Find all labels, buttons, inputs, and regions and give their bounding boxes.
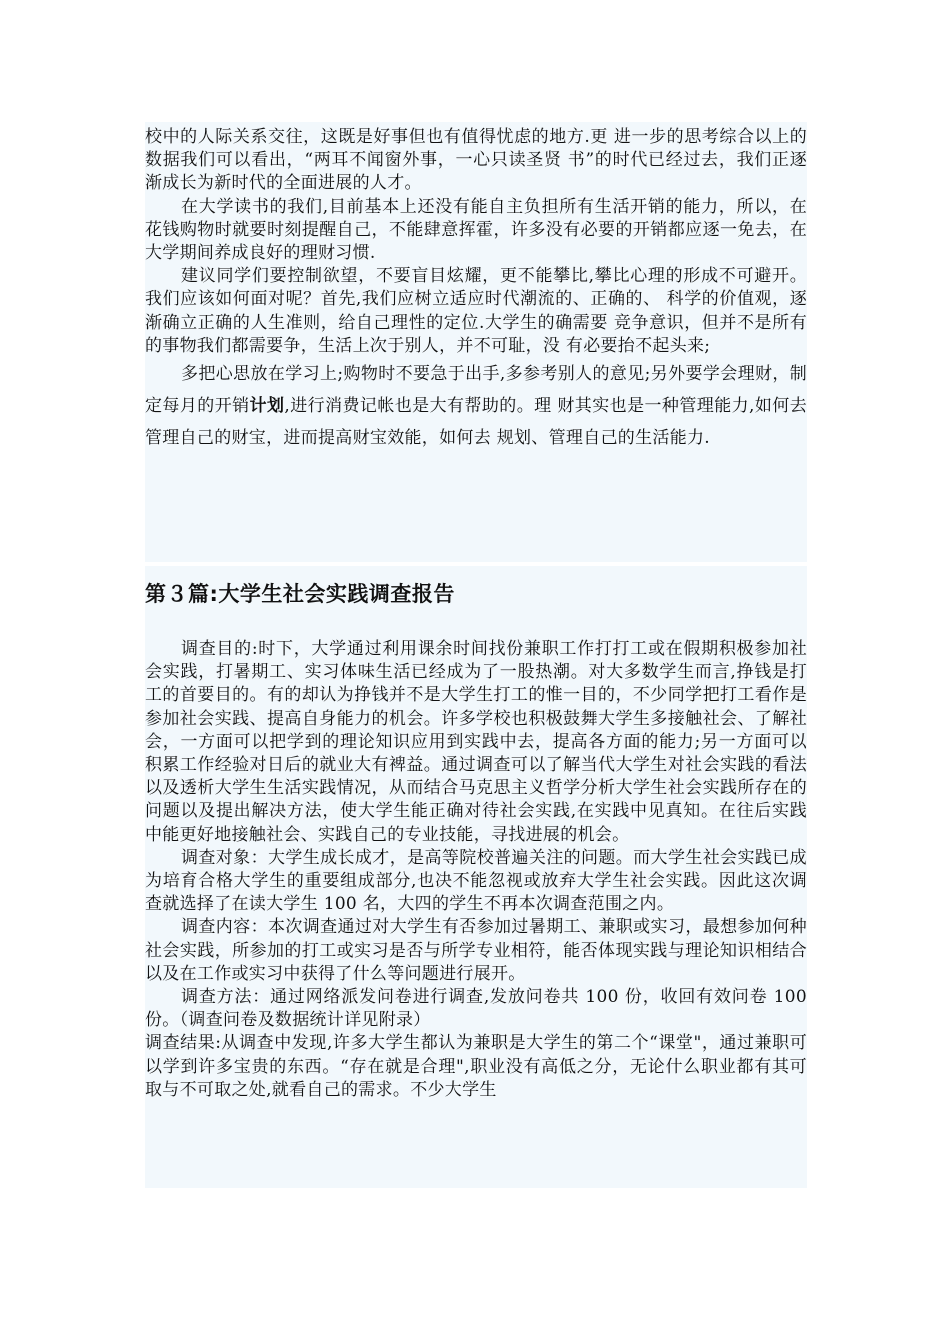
paragraph-survey-content: 调查内容：本次调查通过对大学生有否参加过暑期工、兼职或实习，最想参加何种社会实践，所参加的打工或实习是否与所学专业相符，能否体现实践与理论知识相结合以及在工作或实习中获得了什么等问题进行展开。 [145, 917, 807, 984]
paragraph-survey-results: 调查结果:从调查中发现,许多大学生都认为兼职是大学生的第二个“课堂"，通过兼职可以学到许多宝贵的东西。“存在就是合理",职业没有高低之分，无论什么职业都有其可取与不可取之处,就看自己的需求。不少大学生 [145, 1033, 807, 1100]
paragraph-survey-purpose: 调查目的:时下，大学通过利用课余时间找份兼职工作打打工或在假期积极参加社会实践，打暑期工、实习体味生活已经成为了一股热潮。对大多数学生而言,挣钱是打工的首要目的。有的却认为挣钱并不是大学生打工的惟一目的，不少同学把打工看作是参加社会实践、提高自身能力的机会。许多学校也积极鼓舞大学生多接触社会、了解社会，一方面可以把学到的理论知识应用到实践中去，提高各方面的能力;另一方面可以积累工作经验对日后的就业大有裨益。通过调查可以了解当代大学生对社会实践的看法以及透析大学生生活实践情况，从而结合马克思主义哲学分析大学生社会实践所存在的问题以及提出解决方法，使大学生能正确对待社会实践,在实践中见真知。在往后实践中能更好地接触社会、实践自己的专业技能，寻找进展的机会。 [145, 639, 807, 845]
section-3-block [145, 566, 807, 1188]
paragraph-spending-awareness: 在大学读书的我们,目前基本上还没有能自主负担所有生活开销的能力，所以，在花钱购物时就要时刻提醒自己，不能肆意挥霍，许多没有必要的开销都应逐一免去，在大学期间养成良好的理财习惯. [145, 196, 807, 264]
prior-section-text-block [145, 122, 807, 562]
prior-section-body [145, 122, 807, 454]
section-3-body [145, 634, 807, 1102]
section-title: 第３篇:大学生社会实践调查报告 [145, 582, 455, 606]
plan-keyword: 计划 [249, 396, 285, 417]
financial-text-end: ,进行消费记帐也是大有帮助的。理 财其实也是一种管理能力,如何去管理自己的财宝，进而提高财宝效能，如何去 规划、管理自己的生活能力. [145, 396, 808, 449]
paragraph-survey-subject: 调查对象：大学生成长成才，是高等院校普遍关注的问题。而大学生社会实践已成为培育合格大学生的重要组成部分,也决不能忽视或放弃大学生社会实践。因此这次调查就选择了在读大学生 100 名，大四的学生不再本次调查范围之内。 [145, 847, 807, 915]
paragraph-control-desire: 建议同学们要控制欲望，不要盲目炫耀，更不能攀比,攀比心理的形成不可避开。我们应该如何面对呢？首先,我们应树立适应时代潮流的、正确的、 科学的价值观，逐渐确立正确的人生准则，给自己理性的定位.大学生的确需要 竞争意识，但并不是所有的事物我们都需要争，生活上次于别人，并不可耻，没 有必要抬不起头来; [145, 266, 807, 356]
financial-text-start: 多把心思放在学习上;购物时不要急于出手,多参考别人的意见;另外要学会理财，制定每月的开销 [145, 364, 807, 417]
paragraph-relationship-conclusion: 校中的人际关系交往，这既是好事但也有值得忧虑的地方.更 进一步的思考综合以上的数据我们可以看出，“两耳不闻窗外事，一心只读圣贤 书”的时代已经过去，我们正逐渐成长为新时代的全面进展的人才。 [145, 127, 807, 194]
paragraph-survey-method: 调查方法：通过网络派发问卷进行调查,发放问卷共 100 份，收回有效问卷 100 份。（调查问卷及数据统计详见附录） [145, 987, 807, 1031]
paragraph-financial-management [145, 358, 807, 454]
